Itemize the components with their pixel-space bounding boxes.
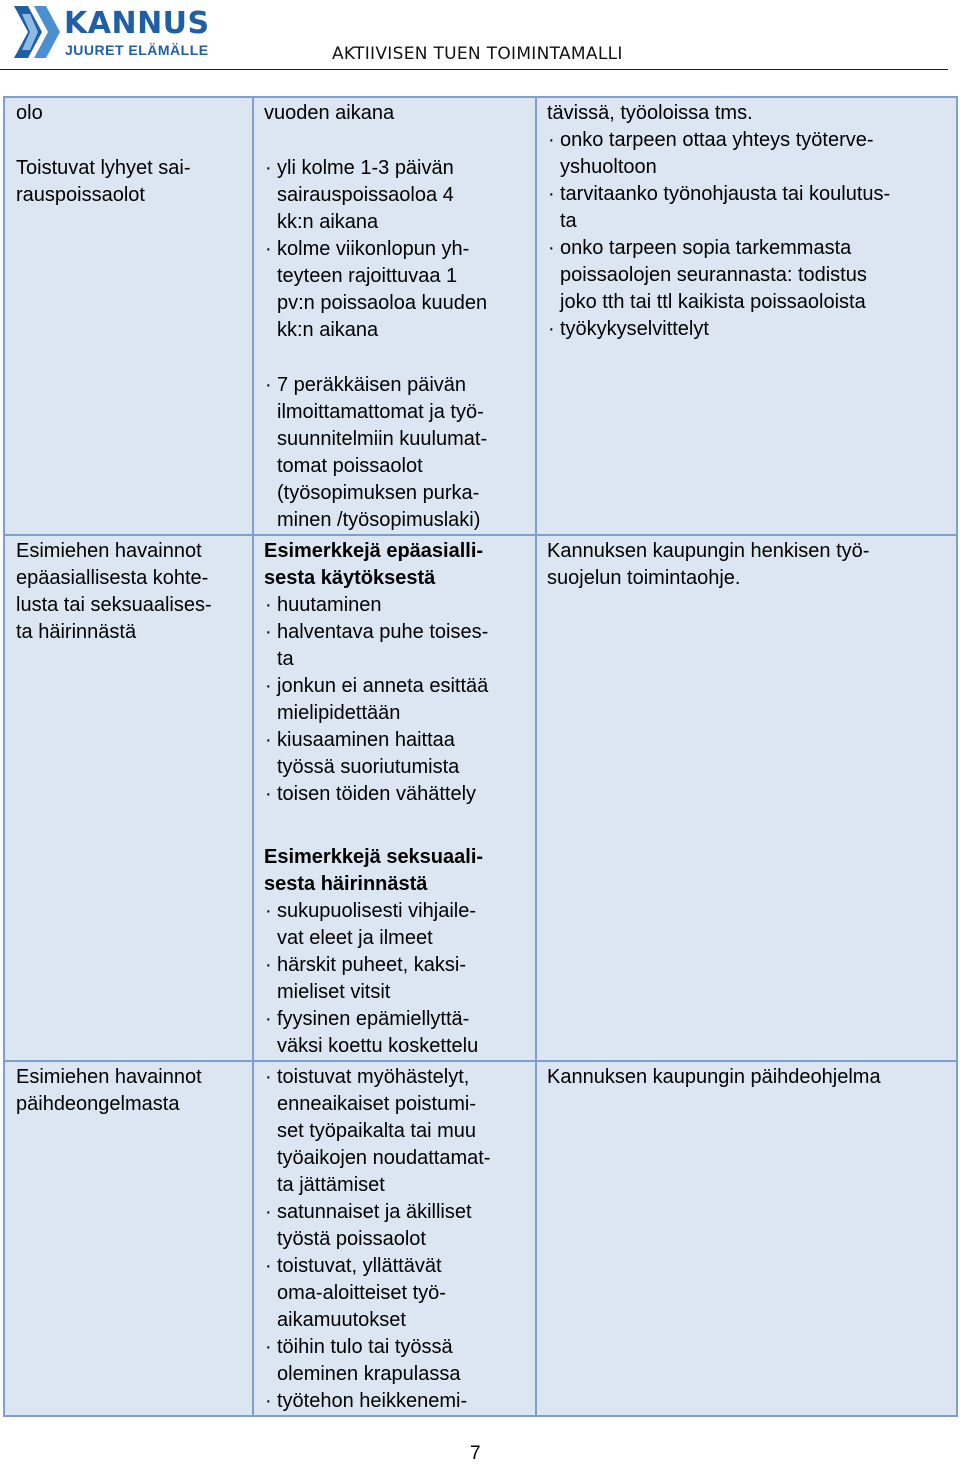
list-item: · toistuvat myöhästelyt, enneaikaiset poistumi- set työpaikalta tai muu työaikojen noudattamat- ta jättämiset [264, 1064, 525, 1199]
guidance-table [3, 96, 958, 1417]
spacer [264, 127, 525, 155]
header-divider [0, 69, 948, 70]
row1-situation-cell [4, 97, 253, 535]
row2-col1-line: ta häirinnästä [16, 621, 137, 643]
row2-bullets-1 [264, 592, 525, 808]
list-item: · tarvitaanko työnohjausta tai koulutus- ta [547, 181, 946, 235]
logo-tagline: JUURET ELÄMÄLLE [65, 42, 209, 58]
document-title: AKTIIVISEN TUEN TOIMINTAMALLI [332, 44, 623, 64]
page-number: 7 [470, 1443, 481, 1464]
logo-name: KANNUS [64, 6, 210, 41]
row2-criteria-cell [253, 535, 536, 1061]
list-item: · 7 peräkkäisen päivän ilmoittamattomat ja työ- suunnitelmiin kuulumat- tomat poissaolot (työsopimuksen purka- minen /työsopimuslaki) [264, 372, 525, 534]
row1-col2-bullets [264, 155, 525, 344]
row3-col1-line: päihdeongelmasta [16, 1093, 180, 1115]
row3-criteria-cell [253, 1061, 536, 1416]
row2-heading-1: sesta käytöksestä [264, 567, 436, 589]
row2-col3-line: Kannuksen kaupungin henkisen työ- [547, 540, 870, 562]
row1-col1-line: Toistuvat lyhyet sai- [16, 157, 191, 179]
list-item: · työkykyselvittelyt [547, 316, 946, 343]
kannus-logo-mark-icon [12, 4, 62, 60]
kannus-logo [12, 4, 212, 62]
row3-actions-cell [536, 1061, 957, 1416]
list-item: · jonkun ei anneta esittää mielipidettään [264, 673, 525, 727]
table-row [4, 535, 957, 1061]
row1-col1-line: olo [16, 102, 43, 124]
row1-col2-bullets-2 [264, 372, 525, 534]
list-item: · kolme viikonlopun yh- teyteen rajoittuvaa 1 pv:n poissaoloa kuuden kk:n aikana [264, 236, 525, 344]
list-item: · härskit puheet, kaksi- mieliset vitsit [264, 952, 525, 1006]
row3-bullets [264, 1064, 525, 1415]
list-item: · sukupuolisesti vihjaile- vat eleet ja ilmeet [264, 898, 525, 952]
row2-col3-line: suojelun toimintaohje. [547, 567, 741, 589]
row1-col1-line: rauspoissaolot [16, 184, 145, 206]
row2-col1-line: epäasiallisesta kohte- [16, 567, 209, 589]
list-item: · toisen töiden vähättely [264, 781, 525, 808]
row1-col3-lead: tävissä, työoloissa tms. [547, 102, 753, 124]
spacer [264, 808, 525, 844]
row1-criteria-cell [253, 97, 536, 535]
list-item: · yli kolme 1-3 päivän sairauspoissaoloa 4 kk:n aikana [264, 155, 525, 236]
list-item: · huutaminen [264, 592, 525, 619]
row1-col3-bullets [547, 127, 946, 343]
row3-col3-line: Kannuksen kaupungin päihdeohjelma [547, 1066, 881, 1088]
spacer [264, 344, 525, 372]
row2-bullets-2 [264, 898, 525, 1060]
row2-col1-line: Esimiehen havainnot [16, 540, 202, 562]
list-item: · onko tarpeen sopia tarkemmasta poissaolojen seurannasta: todistus joko tth tai ttl kaikista poissaoloista [547, 235, 946, 316]
spacer [16, 127, 242, 155]
table-row [4, 97, 957, 535]
list-item: · halventava puhe toises- ta [264, 619, 525, 673]
row2-heading-2: Esimerkkejä seksuaali- [264, 846, 484, 868]
row2-situation-cell [4, 535, 253, 1061]
table-row [4, 1061, 957, 1416]
page-header [0, 0, 960, 80]
list-item: · töihin tulo tai työssä oleminen krapulassa [264, 1334, 525, 1388]
row1-actions-cell [536, 97, 957, 535]
row2-actions-cell [536, 535, 957, 1061]
row3-situation-cell [4, 1061, 253, 1416]
row1-col2-lead: vuoden aikana [264, 102, 395, 124]
list-item: · kiusaaminen haittaa työssä suoriutumista [264, 727, 525, 781]
list-item: · toistuvat, yllättävät oma-aloitteiset työ- aikamuutokset [264, 1253, 525, 1334]
list-item: · onko tarpeen ottaa yhteys työterve- yshuoltoon [547, 127, 946, 181]
row3-col1-line: Esimiehen havainnot [16, 1066, 202, 1088]
row2-heading-1: Esimerkkejä epäasialli- [264, 540, 484, 562]
list-item: · työtehon heikkenemi- [264, 1388, 525, 1415]
row2-col1-line: lusta tai seksuaalises- [16, 594, 212, 616]
list-item: · satunnaiset ja äkilliset työstä poissaolot [264, 1199, 525, 1253]
list-item: · fyysinen epämiellyttä- väksi koettu koskettelu [264, 1006, 525, 1060]
row2-heading-2: sesta häirinnästä [264, 873, 428, 895]
